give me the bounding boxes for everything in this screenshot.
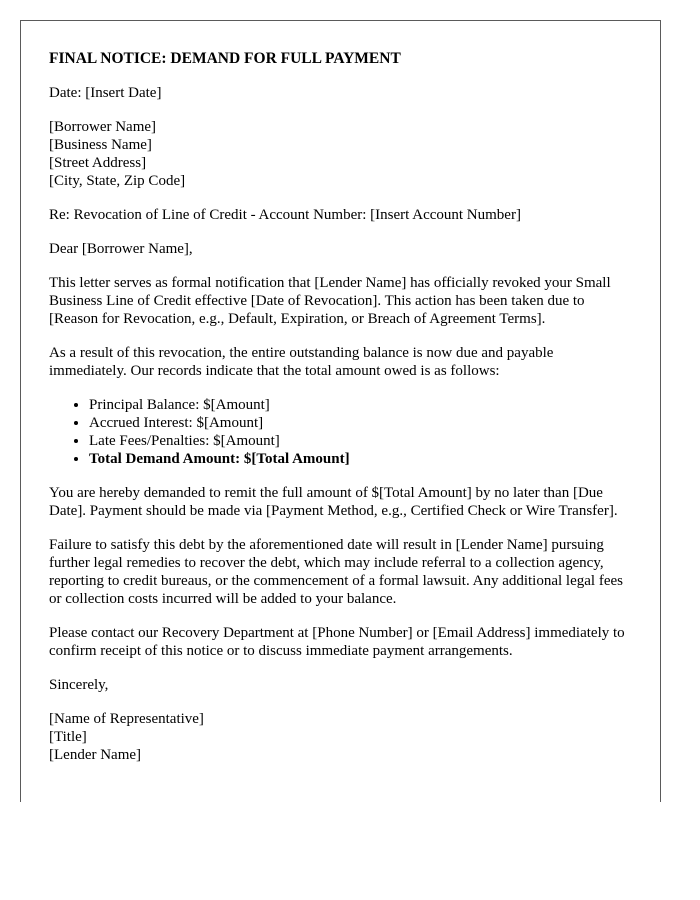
recipient-name: [Borrower Name] [49, 119, 157, 135]
total-demand-item: • Total Demand Amount: $[Total Amount] [89, 450, 632, 468]
recipient-address [49, 118, 632, 190]
salutation: Dear [Borrower Name], [49, 241, 193, 257]
signature-name: [Name of Representative] [49, 711, 204, 727]
paragraph-consequences: Failure to satisfy this debt by the aforementioned date will result in [Lender Name] pursuing further legal remedies to recover the debt, which may include referral to a collection agency, reporting to credit bureaus, or the commencement of a formal lawsuit. Any additional legal fees or collection costs incurred will be added to your balance. [49, 537, 623, 607]
paragraph-notification: This letter serves as formal notification that [Lender Name] has officially revoked your Small Business Line of Credit effective [Date of Revocation]. This action has been taken due to [Reason for Revocation, e.g., Default, Expiration, or Breach of Agreement Terms]. [49, 275, 611, 327]
letter-page [20, 20, 661, 802]
closing: Sincerely, [49, 677, 109, 693]
date-line: Date: [Insert Date] [49, 85, 162, 101]
amounts-list [49, 396, 632, 468]
paragraph-balance-due: As a result of this revocation, the entire outstanding balance is now due and payable immediately. Our records indicate that the total amount owed is as follows: [49, 345, 554, 379]
paragraph-contact: Please contact our Recovery Department at [Phone Number] or [Email Address] immediately to confirm receipt of this notice or to discuss immediate payment arrangements. [49, 625, 625, 659]
re-line: Re: Revocation of Line of Credit - Account Number: [Insert Account Number] [49, 207, 521, 223]
list-item: • Accrued Interest: $[Amount] [89, 414, 632, 432]
recipient-city: [City, State, Zip Code] [49, 173, 186, 189]
recipient-business: [Business Name] [49, 137, 152, 153]
letter-title: FINAL NOTICE: DEMAND FOR FULL PAYMENT [49, 50, 401, 67]
signature-title: [Title] [49, 729, 87, 745]
paragraph-payment-demand: You are hereby demanded to remit the full amount of $[Total Amount] by no later than [Due Date]. Payment should be made via [Payment Method, e.g., Certified Check or Wire Transfer]. [49, 485, 618, 519]
signature-lender: [Lender Name] [49, 747, 142, 763]
list-item: • Late Fees/Penalties: $[Amount] [89, 432, 632, 450]
signature-block [49, 710, 632, 764]
list-item: • Principal Balance: $[Amount] [89, 396, 632, 414]
recipient-street: [Street Address] [49, 155, 147, 171]
